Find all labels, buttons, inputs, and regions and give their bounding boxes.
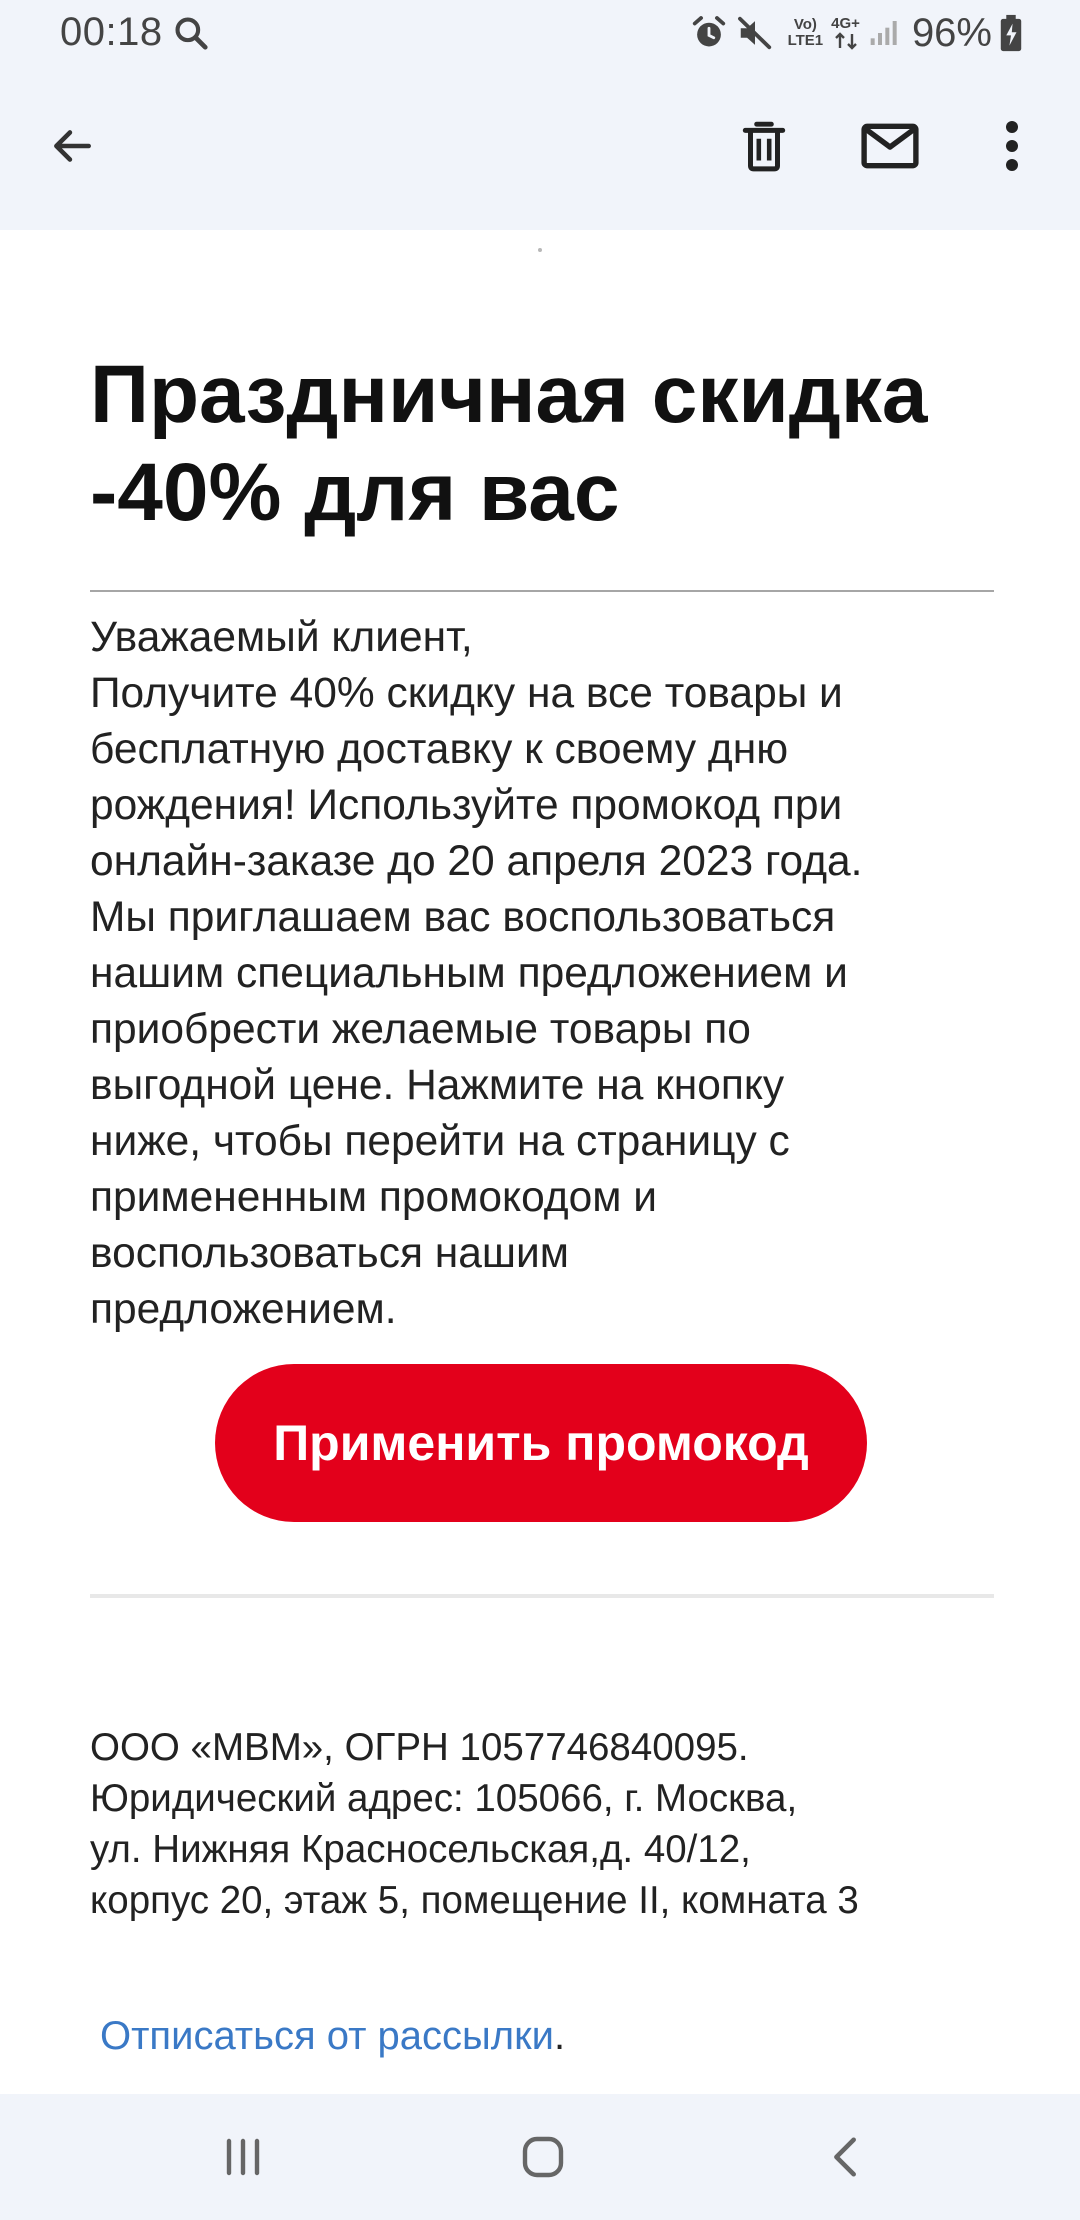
home-icon xyxy=(519,2133,567,2181)
signal-icon xyxy=(868,14,900,52)
alarm-icon xyxy=(690,14,728,52)
home-button[interactable] xyxy=(503,2122,583,2192)
legal-line: ООО «МВМ», ОГРН 1057746840095. xyxy=(90,1726,749,1769)
message-line: онлайн-заказе до 20 апреля 2023 года. xyxy=(90,838,863,885)
legal-line: Юридический адрес: 105066, г. Москва, xyxy=(90,1777,798,1820)
message-line: ниже, чтобы перейти на страницу с xyxy=(90,1118,790,1165)
message-line: Получите 40% скидку на все товары и xyxy=(90,670,843,717)
message-line: предложением. xyxy=(90,1286,397,1333)
greeting: Уважаемый клиент, xyxy=(90,614,473,661)
message-line: воспользоваться нашим xyxy=(90,1230,569,1277)
more-vert-icon xyxy=(1004,120,1020,172)
mute-icon xyxy=(736,14,774,52)
back-button[interactable] xyxy=(30,104,114,188)
delete-button[interactable] xyxy=(722,104,806,188)
footer-divider xyxy=(90,1594,994,1598)
message-line: приобрести желаемые товары по xyxy=(90,1006,751,1053)
mark-unread-button[interactable] xyxy=(848,104,932,188)
volte-icon xyxy=(788,17,824,49)
recents-button[interactable] xyxy=(203,2122,283,2192)
message-line: выгодной цене. Нажмите на кнопку xyxy=(90,1062,785,1109)
message-line: Мы приглашаем вас воспользоваться xyxy=(90,894,836,941)
navigation-bar xyxy=(0,2094,1080,2220)
unsubscribe-suffix: . xyxy=(553,2014,566,2058)
email-message xyxy=(90,610,1010,1338)
search-icon xyxy=(172,14,210,52)
status-time: 00:18 xyxy=(60,10,163,54)
system-back-button[interactable] xyxy=(806,2122,886,2192)
arrows-icon xyxy=(832,32,860,50)
app-bar xyxy=(0,66,1080,230)
data-type-label: 4G+ xyxy=(831,15,860,32)
message-line: нашим специальным предложением и xyxy=(90,950,848,997)
unsubscribe-row xyxy=(100,2014,565,2059)
network-type-bottom: LTE1 xyxy=(787,32,824,49)
back-arrow-icon xyxy=(47,121,97,171)
battery-charging-icon xyxy=(1000,14,1022,52)
headline-line-1: Праздничная скидка xyxy=(90,349,928,440)
battery-level: 96% xyxy=(911,10,992,55)
email-headline xyxy=(90,346,1010,542)
more-options-button[interactable] xyxy=(970,104,1054,188)
apply-promo-button[interactable]: Применить промокод xyxy=(215,1364,867,1522)
headline-line-2: -40% для вас xyxy=(90,447,620,538)
spacer-pixel xyxy=(538,248,542,252)
data-arrows-icon xyxy=(831,16,860,50)
network-type-top: Vo) xyxy=(793,16,817,33)
status-bar xyxy=(0,0,1080,66)
divider xyxy=(90,590,994,592)
mail-icon xyxy=(861,123,919,169)
unsubscribe-link[interactable]: Отписаться от рассылки xyxy=(100,2014,554,2058)
message-line: бесплатную доставку к своему дню xyxy=(90,726,789,773)
back-icon xyxy=(826,2134,866,2180)
legal-line: корпус 20, этаж 5, помещение II, комната 3 xyxy=(90,1879,859,1922)
legal-info xyxy=(90,1722,1030,1926)
status-icons xyxy=(690,10,1022,56)
email-body xyxy=(0,230,1080,2094)
message-line: рождения! Используйте промокод при xyxy=(90,782,843,829)
recents-icon xyxy=(221,2135,265,2179)
message-line: примененным промокодом и xyxy=(90,1174,657,1221)
delete-icon xyxy=(739,119,789,173)
legal-line: ул. Нижняя Красносельская,д. 40/12, xyxy=(90,1828,751,1871)
